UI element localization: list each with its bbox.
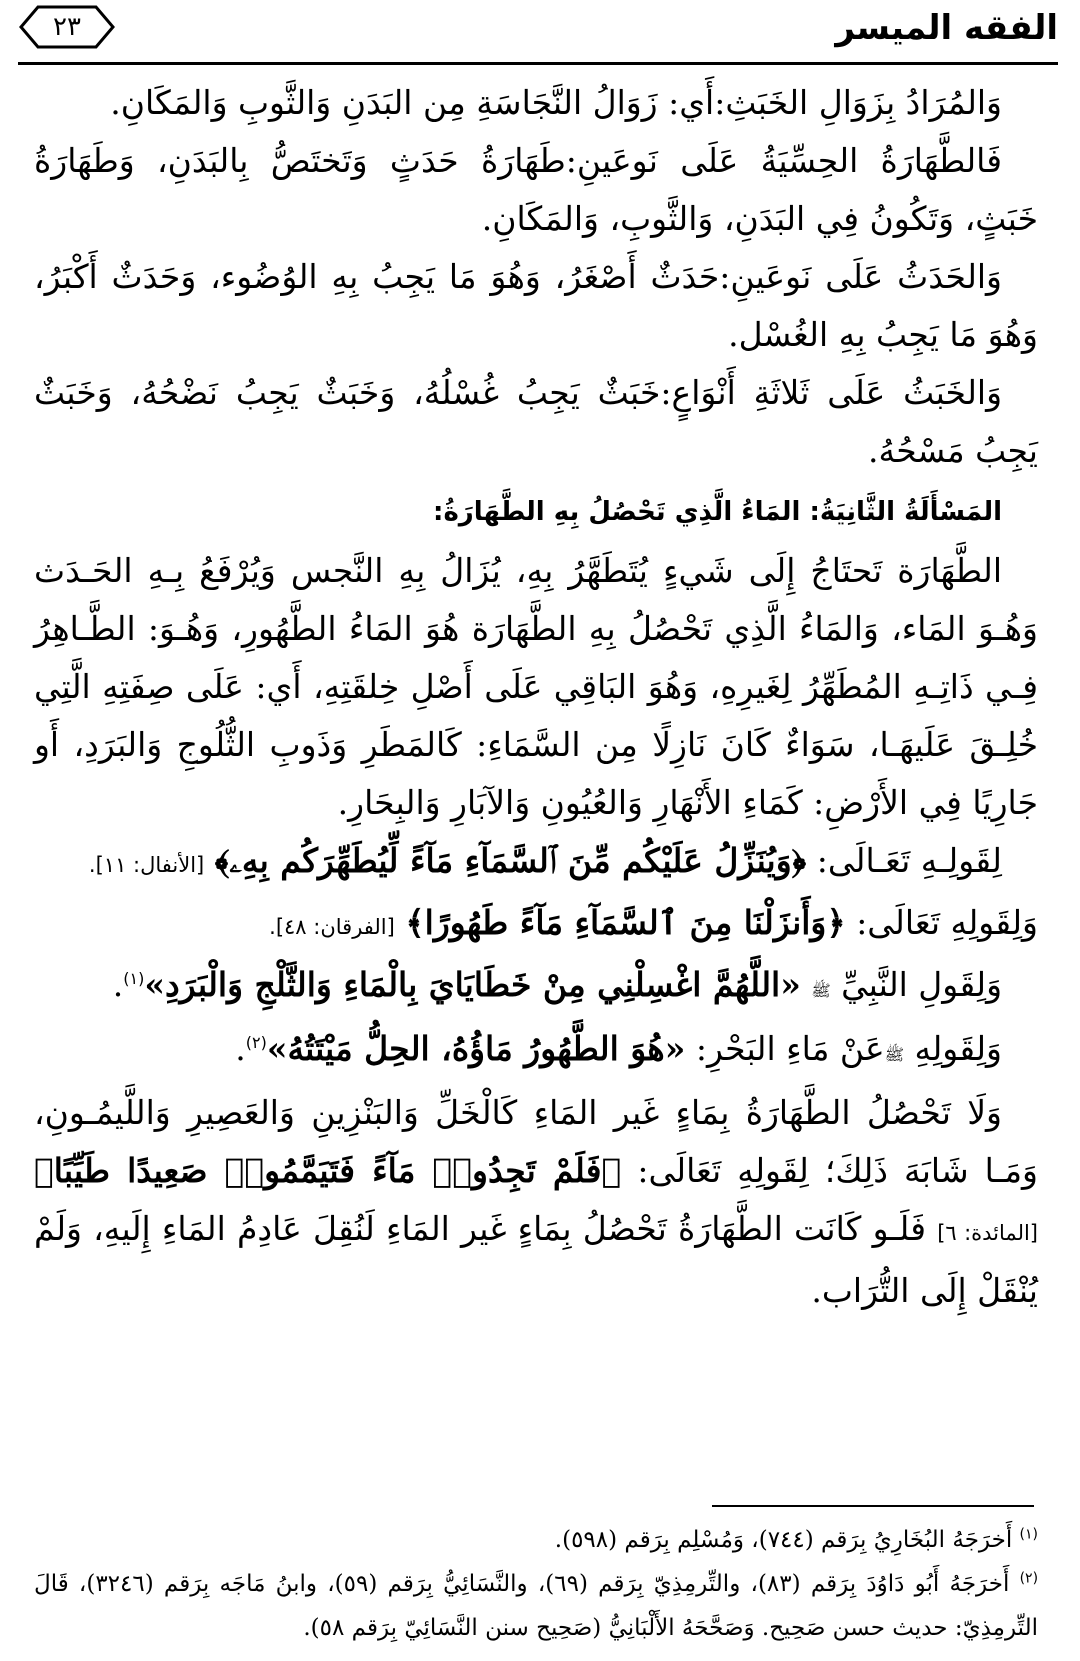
footnote-marker: (٢) [245, 1033, 267, 1052]
footnote-number: (١) [1019, 1526, 1038, 1543]
paragraph-purifying-water: الطَّهَارَة تَحتَاجُ إِلَى شَيءٍ يُتَطَهَّرُ بِهِ، يُزَالُ بِهِ النَّجس وَيُرْفَعُ بِـهِ الحَـدَث وَهُـوَ المَاء، وَالمَاءُ الَّذِي تَحْصُلُ بِهِ الطَّهَارَة هُوَ المَاءُ الطَّهُورِ، وَهُـوَ: الطَّـاهِرُ فِـي ذَاتِـهِ المُطَهِّرُ لِغَيرِهِ، وَهُوَ البَاقِي عَلَى أَصْلِ خِلقَتِهِ، أَي: عَلَى صِفَتِهِ الَّتِي خُلِـقَ عَلَيهَـا، سَوَاءٌ كَانَ نَازِلًا مِن السَّمَاءِ: كَالمَطَرِ وَذَوبِ الثُّلُوجِ وَالبَرَدِ، أَو جَارِيًا فِي الأَرْضِ: كَمَاءِ الأَنْهَارِ وَالعُيُونِ وَالآبَارِ وَالبِحَارِ. [34, 551, 1038, 822]
paragraph-tail: فَلَـو كَانَت الطَّهَارَةُ تَحْصُلُ بِمَاءٍ غَير المَاءِ لَنُقِلَ عَادِمُ المَاءِ إِلَيهِ، وَلَمْ يُنْقَلْ إِلَى التُّرَاب. [34, 1209, 1038, 1310]
footnote-text: أَخرَجَهُ البُخَارِيُ بِرَقم (٧٤٤)، وَمُسْلِم بِرَقم (٥٩٨). [554, 1527, 1013, 1553]
section-heading: المَسْأَلَةُ الثَّانِيَةُ: المَاءُ الَّذِي تَحْصُلُ بِهِ الطَّهَارَةُ: [433, 497, 1002, 527]
footnote-text: أَخرَجَهُ أَبُو دَاوُدَ بِرَقم (٨٣)، والتِّرمِذِيّ بِرَقم (٦٩)، والنَّسَائِيُّ بِرَقم (٥٩)، وابنُ مَاجَه بِرَقم (٣٢٤٦)، قَالَ التِّرمِذِيّ: حديث حسن صَحِيح. وَصَحَّحَهُ الأَلْبَانِيُّ (صَحِيح سنن النَّسَائِيّ بِرَقم ٥٨). [34, 1571, 1038, 1641]
quran-verse: ﴿فَلَمْ تَجِدُوا۟ مَآءً فَتَيَمَّمُوا۟ صَعِيدًا طَيِّبًا﴾ [34, 1151, 622, 1190]
header-divider [18, 62, 1058, 65]
footnote-1 [34, 1518, 1038, 1562]
paragraph-khabath-types: وَالخَبَثُ عَلَى ثَلاثَةِ أَنْوَاعٍ:خَبَثٌ يَجِبُ غُسْلُهُ، وَخَبَثٌ يَجِبُ نَضْحُهُ، وَخَبَثٌ يَجِبُ مَسْحُهُ. [34, 373, 1038, 470]
main-text [34, 74, 1038, 1320]
paragraph-hadith-1: وَلِقَولِ النَّبِيِّ ﷺ «اللَّهُمَّ اغْسِلْنِي مِنْ خَطَايَايَ بِالْمَاءِ وَالثَّلْجِ وَالْبَرَدِ»$^{(١)}$. [112, 965, 1002, 1004]
paragraph-physical-purity: فَالطَّهَارَةُ الحِسِّيَةُ عَلَى نَوعَينِ:طَهَارَةُ حَدَثٍ وَتَختَصُّ بِالبَدَنِ، وَطَهَارَةُ خَبَثٍ، وَتَكُونُ فِي البَدَنِ، وَالثَّوبِ، وَالمَكَانِ. [34, 141, 1038, 238]
verse-lead: وَلِقَولِهِ تَعَالَى: [856, 903, 1038, 942]
hadith-text: «اللَّهُمَّ اغْسِلْنِي مِنْ خَطَايَايَ بِالْمَاءِ وَالثَّلْجِ وَالْبَرَدِ» [144, 965, 801, 1004]
footnote-divider [712, 1505, 1034, 1507]
hadith-lead: وَلِقَولِ النَّبِيِّ [841, 965, 1002, 1004]
paragraph-hadith-2: وَلِقَولِهِ ﷺعَنْ مَاءِ البَحْرِ: «هُوَ الطَّهُورُ مَاؤُهُ، الحِلُّ مَيْتَتُهُ»$^{(٢)}$. [235, 1029, 1002, 1068]
honorific-glyph: ﷺ [884, 1045, 905, 1064]
footnote-marker: (١) [123, 969, 145, 988]
paragraph-verse-furqan [34, 894, 1038, 956]
paragraph-non-water [34, 1084, 1038, 1320]
verse-reference: [المائدة: ٦] [937, 1221, 1038, 1245]
paragraph-lead: وَلَا تَحْصُلُ الطَّهَارَةُ بِمَاءٍ غَير المَاءِ كَالْخَلِّ وَالبَنْزِينِ وَالعَصِيرِ وَاللَّيمُـونِ، وَمَـا شَابَهَ ذَلِكَ؛ لِقَولِهِ تَعَالَى: [34, 1093, 1038, 1190]
page-number-frame [18, 4, 116, 50]
paragraph-hadath-types: وَالحَدَثُ عَلَى نَوعَينِ:حَدَثٌ أَصْغَرُ، وَهُوَ مَا يَجِبُ بِهِ الوُضُوء، وَحَدَثٌ أَكْبَرُ، وَهُوَ مَا يَجِبُ بِهِ الغُسْل. [34, 257, 1038, 354]
verse-reference: [الأنفال: ١١]. [88, 853, 205, 877]
footnote-2 [34, 1562, 1038, 1650]
footnotes [34, 1518, 1038, 1650]
footnote-number: (٢) [1019, 1570, 1039, 1587]
hadith-text: «هُوَ الطَّهُورُ مَاؤُهُ، الحِلُّ مَيْتَتُهُ» [266, 1029, 686, 1068]
paragraph-verse-anfal [34, 832, 1038, 894]
verse-reference: [الفرقان: ٤٨]. [269, 915, 395, 939]
hadith-context: عَنْ مَاءِ البَحْرِ: [695, 1029, 885, 1068]
quran-verse: ﴿وَيُنَزِّلُ عَلَيْكُم مِّنَ ٱلسَّمَآءِ مَآءً لِّيُطَهِّرَكُم بِهِۦ﴾ [214, 841, 807, 880]
page-header [18, 4, 1058, 68]
page-number: ٢٣ [53, 12, 81, 42]
paragraph-impurity-definition: وَالمُرَادُ بِزَوَالِ الخَبَثِ:أَي: زَوَالُ النَّجَاسَةِ مِن البَدَنِ وَالثَّوبِ وَالمَكَانِ. [110, 83, 1002, 122]
verse-lead: لِقَولِـهِ تَعَـالَى: [816, 841, 1002, 880]
quran-verse: ﴿وَأَنزَلْنَا مِنَ ٱلسَّمَآءِ مَآءً طَهُورًا﴾ [405, 903, 846, 942]
hadith-lead: وَلِقَولِهِ [914, 1029, 1002, 1068]
book-title: الفقه الميسر [835, 8, 1058, 48]
honorific-glyph: ﷺ [811, 981, 831, 1000]
